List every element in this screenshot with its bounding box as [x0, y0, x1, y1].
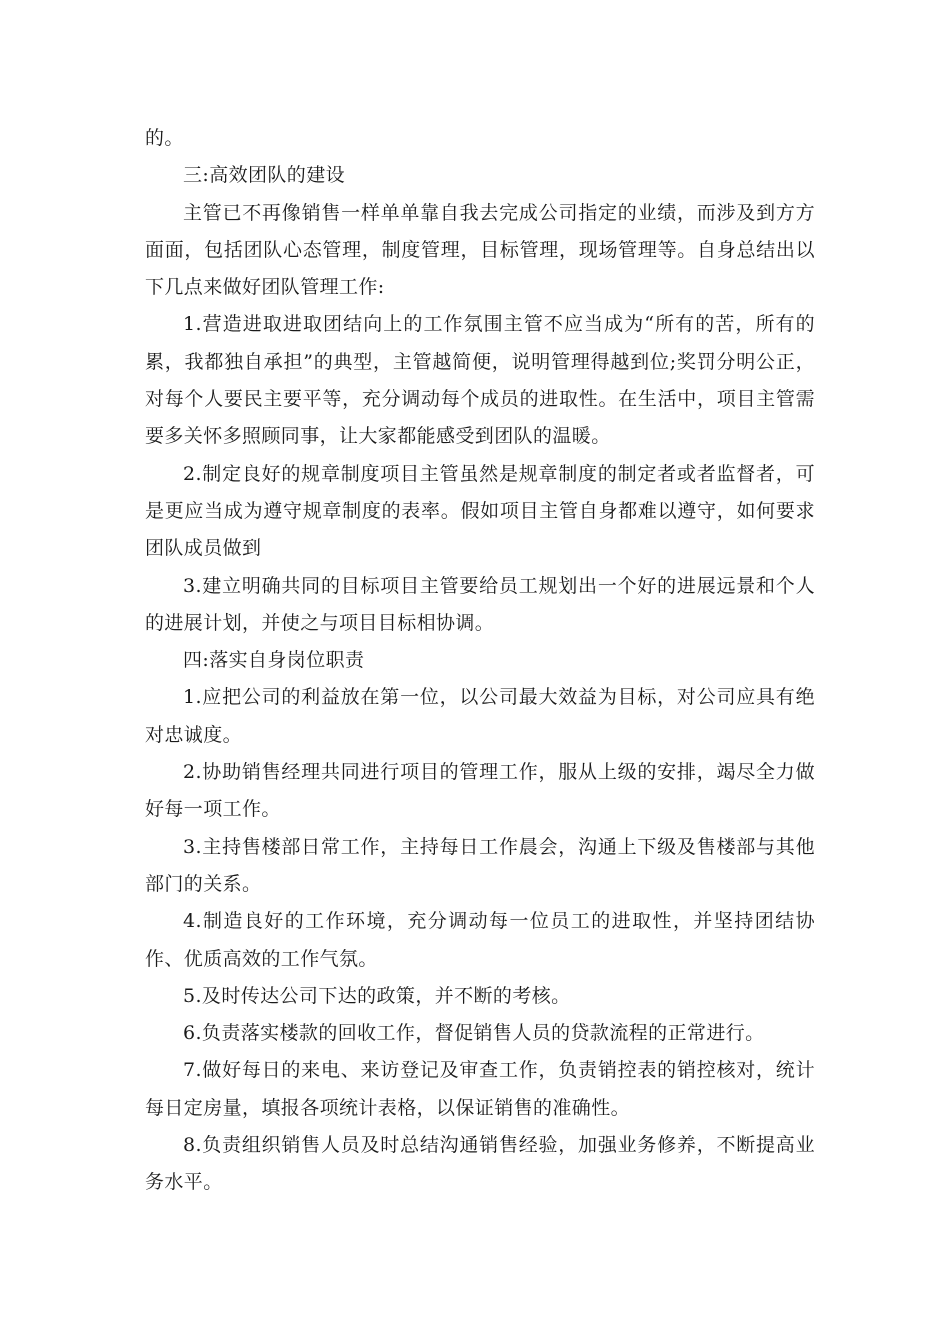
list-item-duty-6: 6.负责落实楼款的回收工作，督促销售人员的贷款流程的正常进行。	[183, 1022, 765, 1045]
section-heading-duties: 四:落实自身岗位职责	[183, 649, 365, 672]
section-heading-team-building: 三:高效团队的建设	[183, 164, 346, 187]
list-item-common-goals: 3.建立明确共同的目标项目主管要给员工规划出一个好的进展远景和个人的进展计划，并使之与项目目标相协调。	[145, 574, 815, 634]
document-body	[145, 120, 815, 1202]
paragraph-continuation: 的。	[145, 127, 184, 149]
list-item-duty-5: 5.及时传达公司下达的政策，并不断的考核。	[183, 984, 571, 1007]
list-item-duty-3: 3.主持售楼部日常工作，主持每日工作晨会，沟通上下级及售楼部与其他部门的关系。	[145, 835, 815, 895]
list-item-team-atmosphere: 1.营造进取进取团结向上的工作氛围主管不应当成为“所有的苦，所有的累，我都独自承担”的典型，主管越简便，说明管理得越到位;奖罚分明公正，对每个人要民主要平等，充分调动每个成员的进取性。在生活中，项目主管需要多关怀多照顾同事，让大家都能感受到团队的温暖。	[145, 313, 815, 448]
list-item-duty-2: 2.协助销售经理共同进行项目的管理工作，服从上级的安排，竭尽全力做好每一项工作。	[145, 761, 815, 821]
paragraph-team-management-intro: 主管已不再像销售一样单单靠自我去完成公司指定的业绩，而涉及到方方面面，包括团队心态管理，制度管理，目标管理，现场管理等。自身总结出以下几点来做好团队管理工作:	[145, 201, 815, 299]
list-item-duty-8: 8.负责组织销售人员及时总结沟通销售经验，加强业务修养，不断提高业务水平。	[145, 1134, 815, 1194]
list-item-duty-4: 4.制造良好的工作环境，充分调动每一位员工的进取性，并坚持团结协作、优质高效的工作气氛。	[145, 910, 815, 970]
list-item-rules: 2.制定良好的规章制度项目主管虽然是规章制度的制定者或者监督者，可是更应当成为遵守规章制度的表率。假如项目主管自身都难以遵守，如何要求团队成员做到	[145, 462, 815, 560]
list-item-duty-1: 1.应把公司的利益放在第一位，以公司最大效益为目标，对公司应具有绝对忠诚度。	[145, 686, 815, 746]
list-item-duty-7: 7.做好每日的来电、来访登记及审查工作，负责销控表的销控核对，统计每日定房量，填报各项统计表格，以保证销售的准确性。	[145, 1059, 815, 1119]
